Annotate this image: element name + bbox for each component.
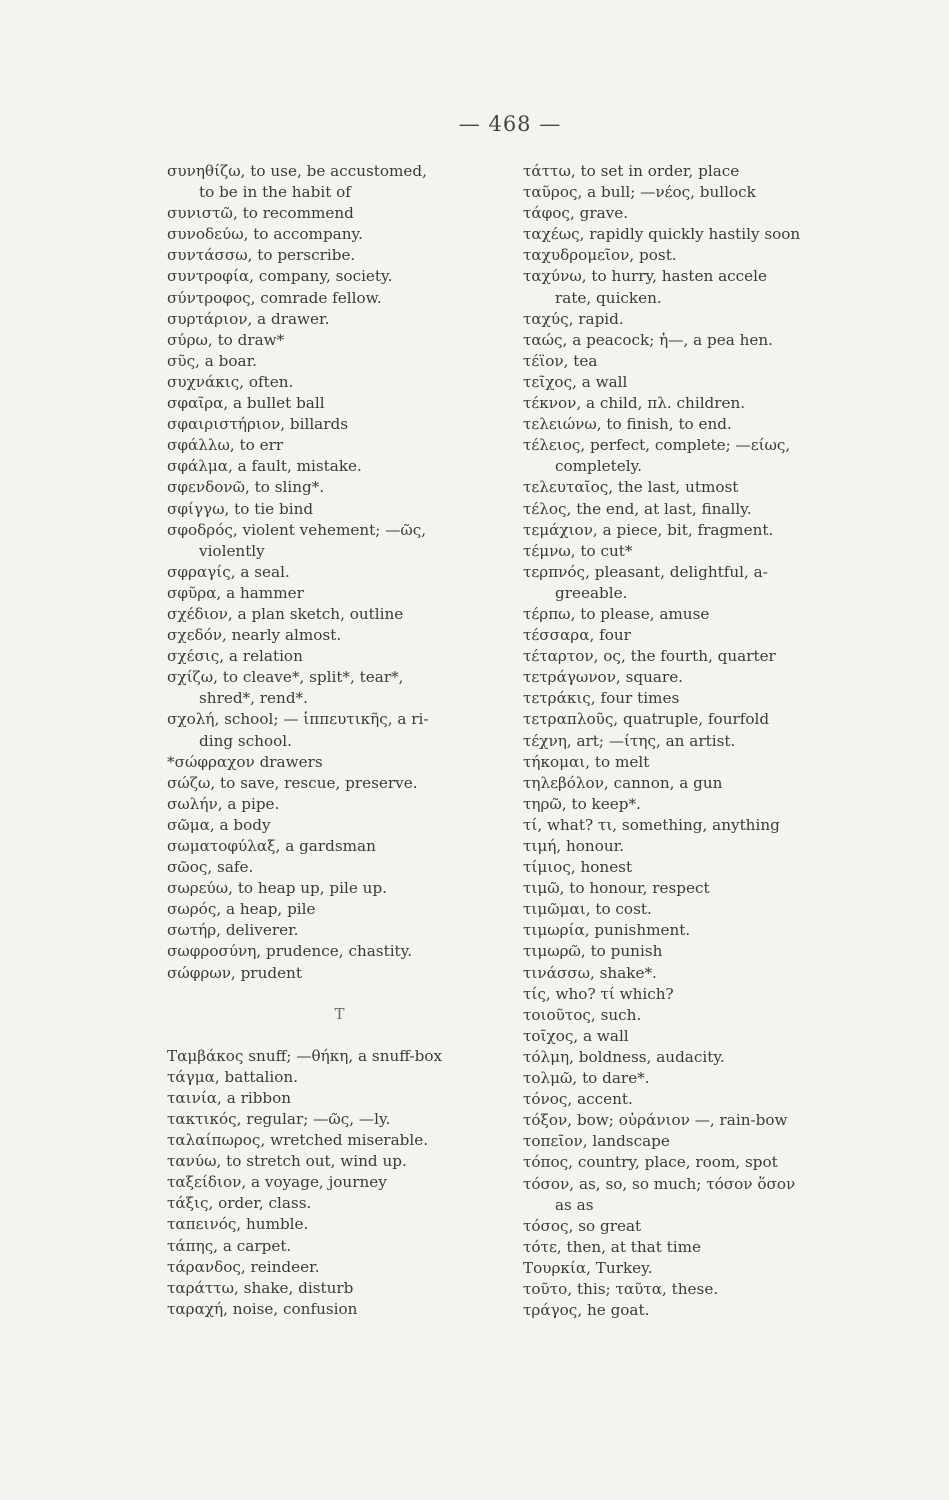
dictionary-entry: ταχυδρομεῖον, post. (523, 246, 677, 265)
dictionary-entry: τοῖχος, a wall (523, 1026, 629, 1045)
dictionary-entry-continuation: ding school. (199, 731, 292, 750)
dictionary-entry-continuation: violently (199, 541, 265, 560)
dictionary-entry: σχολή, school; — ἱππευτικῆς, a ri- (167, 710, 429, 729)
dictionary-entry: ταχύς, rapid. (523, 309, 624, 328)
dictionary-entry: σφῦρα, a hammer (167, 583, 304, 602)
dictionary-entry: συντάσσω, to perscribe. (167, 246, 356, 265)
dictionary-entry: συχνάκις, often. (167, 372, 294, 391)
dictionary-entry: ταξείδιον, a voyage, journey (167, 1173, 387, 1192)
dictionary-entry: σῦς, a boar. (167, 351, 257, 370)
dictionary-entry: σῶος, safe. (167, 858, 254, 877)
dictionary-entry: ταώς, a peacock; ἡ—, a pea hen. (523, 330, 773, 349)
left-column (167, 161, 512, 1320)
dictionary-entry: τάττω, to set in order, place (523, 162, 740, 180)
dictionary-entry: τάρανδος, reindeer. (167, 1257, 320, 1276)
dictionary-entry: ταράττω, shake, disturb (167, 1278, 354, 1297)
dictionary-entry: σώζω, to save, rescue, preserve. (167, 773, 418, 792)
dictionary-entry: σωματοφύλαξ, a gardsman (167, 837, 376, 855)
dictionary-entry: ταλαίπωρος, wretched miserable. (167, 1131, 429, 1150)
dictionary-entry-continuation: greeable. (555, 583, 628, 602)
dictionary-entry: ταπεινός, humble. (167, 1215, 309, 1234)
dictionary-entry: τολμῶ, to dare*. (523, 1069, 650, 1088)
dictionary-entry: τέχνη, art; —ίτης, an artist. (523, 731, 736, 750)
dictionary-entry: συνηθίζω, to use, be accustomed, (167, 162, 427, 180)
dictionary-entry: τιμῶμαι, to cost. (523, 900, 652, 919)
dictionary-entry: τιμωρία, punishment. (523, 921, 691, 940)
dictionary-entry: τόλμη, boldness, audacity. (523, 1047, 725, 1066)
dictionary-entry: συντροφία, company, society. (167, 267, 393, 286)
dictionary-entry: τήκομαι, to melt (523, 752, 650, 771)
dictionary-entry: τόπος, country, place, room, spot (523, 1153, 778, 1172)
dictionary-entry: σχίζω, to cleave*, split*, tear*, (167, 668, 404, 687)
dictionary-entry: σφάλλω, to err (167, 436, 284, 455)
dictionary-entry: σχέδιον, a plan sketch, outline (167, 604, 404, 623)
dictionary-entry: τέταρτον, ος, the fourth, quarter (523, 647, 776, 666)
dictionary-entry: τότε, then, at that time (523, 1237, 701, 1256)
dictionary-entry: Τουρκία, Turkey. (523, 1258, 653, 1277)
dictionary-entry: σωφροσύνη, prudence, chastity. (167, 942, 413, 961)
dictionary-entry: σώφρων, prudent (167, 963, 302, 982)
dictionary-entry: σφενδονῶ, to sling*. (167, 478, 325, 497)
dictionary-entry: τί, what? τι, something, anything (523, 815, 780, 834)
dictionary-entry: σύντροφος, comrade fellow. (167, 288, 382, 307)
dictionary-entry: σῶμα, a body (167, 815, 271, 834)
section-letter: T (334, 1004, 345, 1023)
dictionary-entry: τίς, who? τί which? (523, 984, 674, 1003)
dictionary-entry-continuation: rate, quicken. (555, 288, 662, 307)
dictionary-entry: συρτάριον, a drawer. (167, 309, 330, 328)
dictionary-entry: τεμάχιον, a piece, bit, fragment. (523, 520, 774, 539)
dictionary-entry: ταινία, a ribbon (167, 1088, 292, 1107)
dictionary-entry: τηλεβόλον, cannon, a gun (523, 773, 723, 792)
dictionary-entry: σωτήρ, deliverer. (167, 921, 299, 940)
dictionary-entry: σχεδόν, nearly almost. (167, 626, 342, 645)
dictionary-entry: τίμιος, honest (523, 858, 633, 877)
dictionary-entry: ταχύνω, to hurry, hasten accele (523, 267, 767, 286)
dictionary-entry: τόσος, so great (523, 1216, 642, 1235)
dictionary-entry: σφραγίς, a seal. (167, 562, 290, 581)
dictionary-entry: τοπεῖον, landscape (523, 1132, 670, 1151)
dictionary-entry-continuation: shred*, rend*. (199, 689, 308, 708)
dictionary-entry: τάγμα, battalion. (167, 1067, 299, 1086)
right-column (523, 161, 868, 1321)
dictionary-entry: ταχέως, rapidly quickly hastily soon (523, 225, 801, 244)
dictionary-entry: σωλήν, a pipe. (167, 794, 280, 813)
dictionary-entry: τράγος, he goat. (523, 1301, 650, 1320)
dictionary-entry: σύρω, to draw* (167, 330, 285, 349)
dictionary-entry: σφοδρός, violent vehement; —ῶς, (167, 520, 427, 539)
dictionary-entry: τόξον, bow; οὐράνιον —, rain-bow (523, 1111, 788, 1130)
dictionary-entry: σχέσις, a relation (167, 647, 303, 666)
dictionary-entry-continuation: as as (555, 1195, 594, 1214)
dictionary-entry: τακτικός, regular; —ῶς, —ly. (167, 1109, 391, 1128)
dictionary-entry: τέμνω, to cut* (523, 541, 633, 560)
dictionary-entry: σφίγγω, to tie bind (167, 499, 314, 518)
dictionary-entry: τόσον, as, so, so much; τόσον ὅσον (523, 1174, 796, 1193)
dictionary-entry: τινάσσω, shake*. (523, 963, 657, 982)
dictionary-entry: τελευταῖος, the last, utmost (523, 478, 739, 497)
dictionary-entry-continuation: to be in the habit of (199, 183, 351, 202)
dictionary-entry: τέλος, the end, at last, finally. (523, 499, 752, 518)
dictionary-entry: τοιοῦτος, such. (523, 1005, 642, 1024)
dictionary-entry: ταῦρος, a bull; —νέος, bullock (523, 183, 756, 202)
dictionary-entry: σφαῖρα, a bullet ball (167, 394, 325, 413)
dictionary-entry: τετραπλοῦς, quatruple, fourfold (523, 710, 770, 729)
dictionary-entry: τάξις, order, class. (167, 1194, 312, 1213)
dictionary-entry: τετράγωνον, square. (523, 668, 684, 687)
dictionary-entry: τέϊον, tea (523, 351, 598, 370)
dictionary-entry: τιμή, honour. (523, 837, 625, 855)
dictionary-entry: σωρεύω, to heap up, pile up. (167, 879, 388, 898)
dictionary-entry: τέσσαρα, four (523, 626, 631, 645)
dictionary-entry: τηρῶ, to keep*. (523, 794, 641, 813)
dictionary-entry: *σώφραχον drawers (167, 752, 323, 771)
dictionary-entry: τελειώνω, to finish, to end. (523, 415, 732, 434)
dictionary-entry: τεῖχος, a wall (523, 372, 628, 391)
dictionary-entry: τανύω, to stretch out, wind up. (167, 1152, 407, 1171)
dictionary-entry: σφαιριστήριον, billards (167, 415, 349, 434)
dictionary-entry: σωρός, a heap, pile (167, 900, 316, 919)
page-number: — 468 — (458, 112, 562, 136)
dictionary-entry: τέρπω, to please, amuse (523, 604, 710, 623)
dictionary-entry: Ταμβάκος snuff; —θήκη, a snuff-box (167, 1046, 443, 1065)
dictionary-entry: ταραχή, noise, confusion (167, 1299, 358, 1318)
dictionary-entry: τέκνον, a child, πλ. children. (523, 394, 746, 413)
dictionary-entry: σφάλμα, a fault, mistake. (167, 457, 362, 476)
dictionary-entry: συνοδεύω, to accompany. (167, 225, 363, 244)
dictionary-entry: τέλειος, perfect, complete; —είως, (523, 436, 791, 455)
dictionary-entry: τιμῶ, to honour, respect (523, 879, 710, 898)
dictionary-entry: τόνος, accent. (523, 1090, 633, 1109)
dictionary-entry: τάφος, grave. (523, 204, 629, 223)
dictionary-entry: τιμωρῶ, to punish (523, 942, 663, 961)
dictionary-entry-continuation: completely. (555, 457, 642, 476)
dictionary-entry: συνιστῶ, to recommend (167, 204, 354, 223)
dictionary-entry: τερπνός, pleasant, delightful, a- (523, 562, 768, 581)
dictionary-entry: τάπης, a carpet. (167, 1236, 292, 1255)
dictionary-entry: τετράκις, four times (523, 689, 680, 708)
dictionary-entry: τοῦτο, this; ταῦτα, these. (523, 1279, 719, 1298)
